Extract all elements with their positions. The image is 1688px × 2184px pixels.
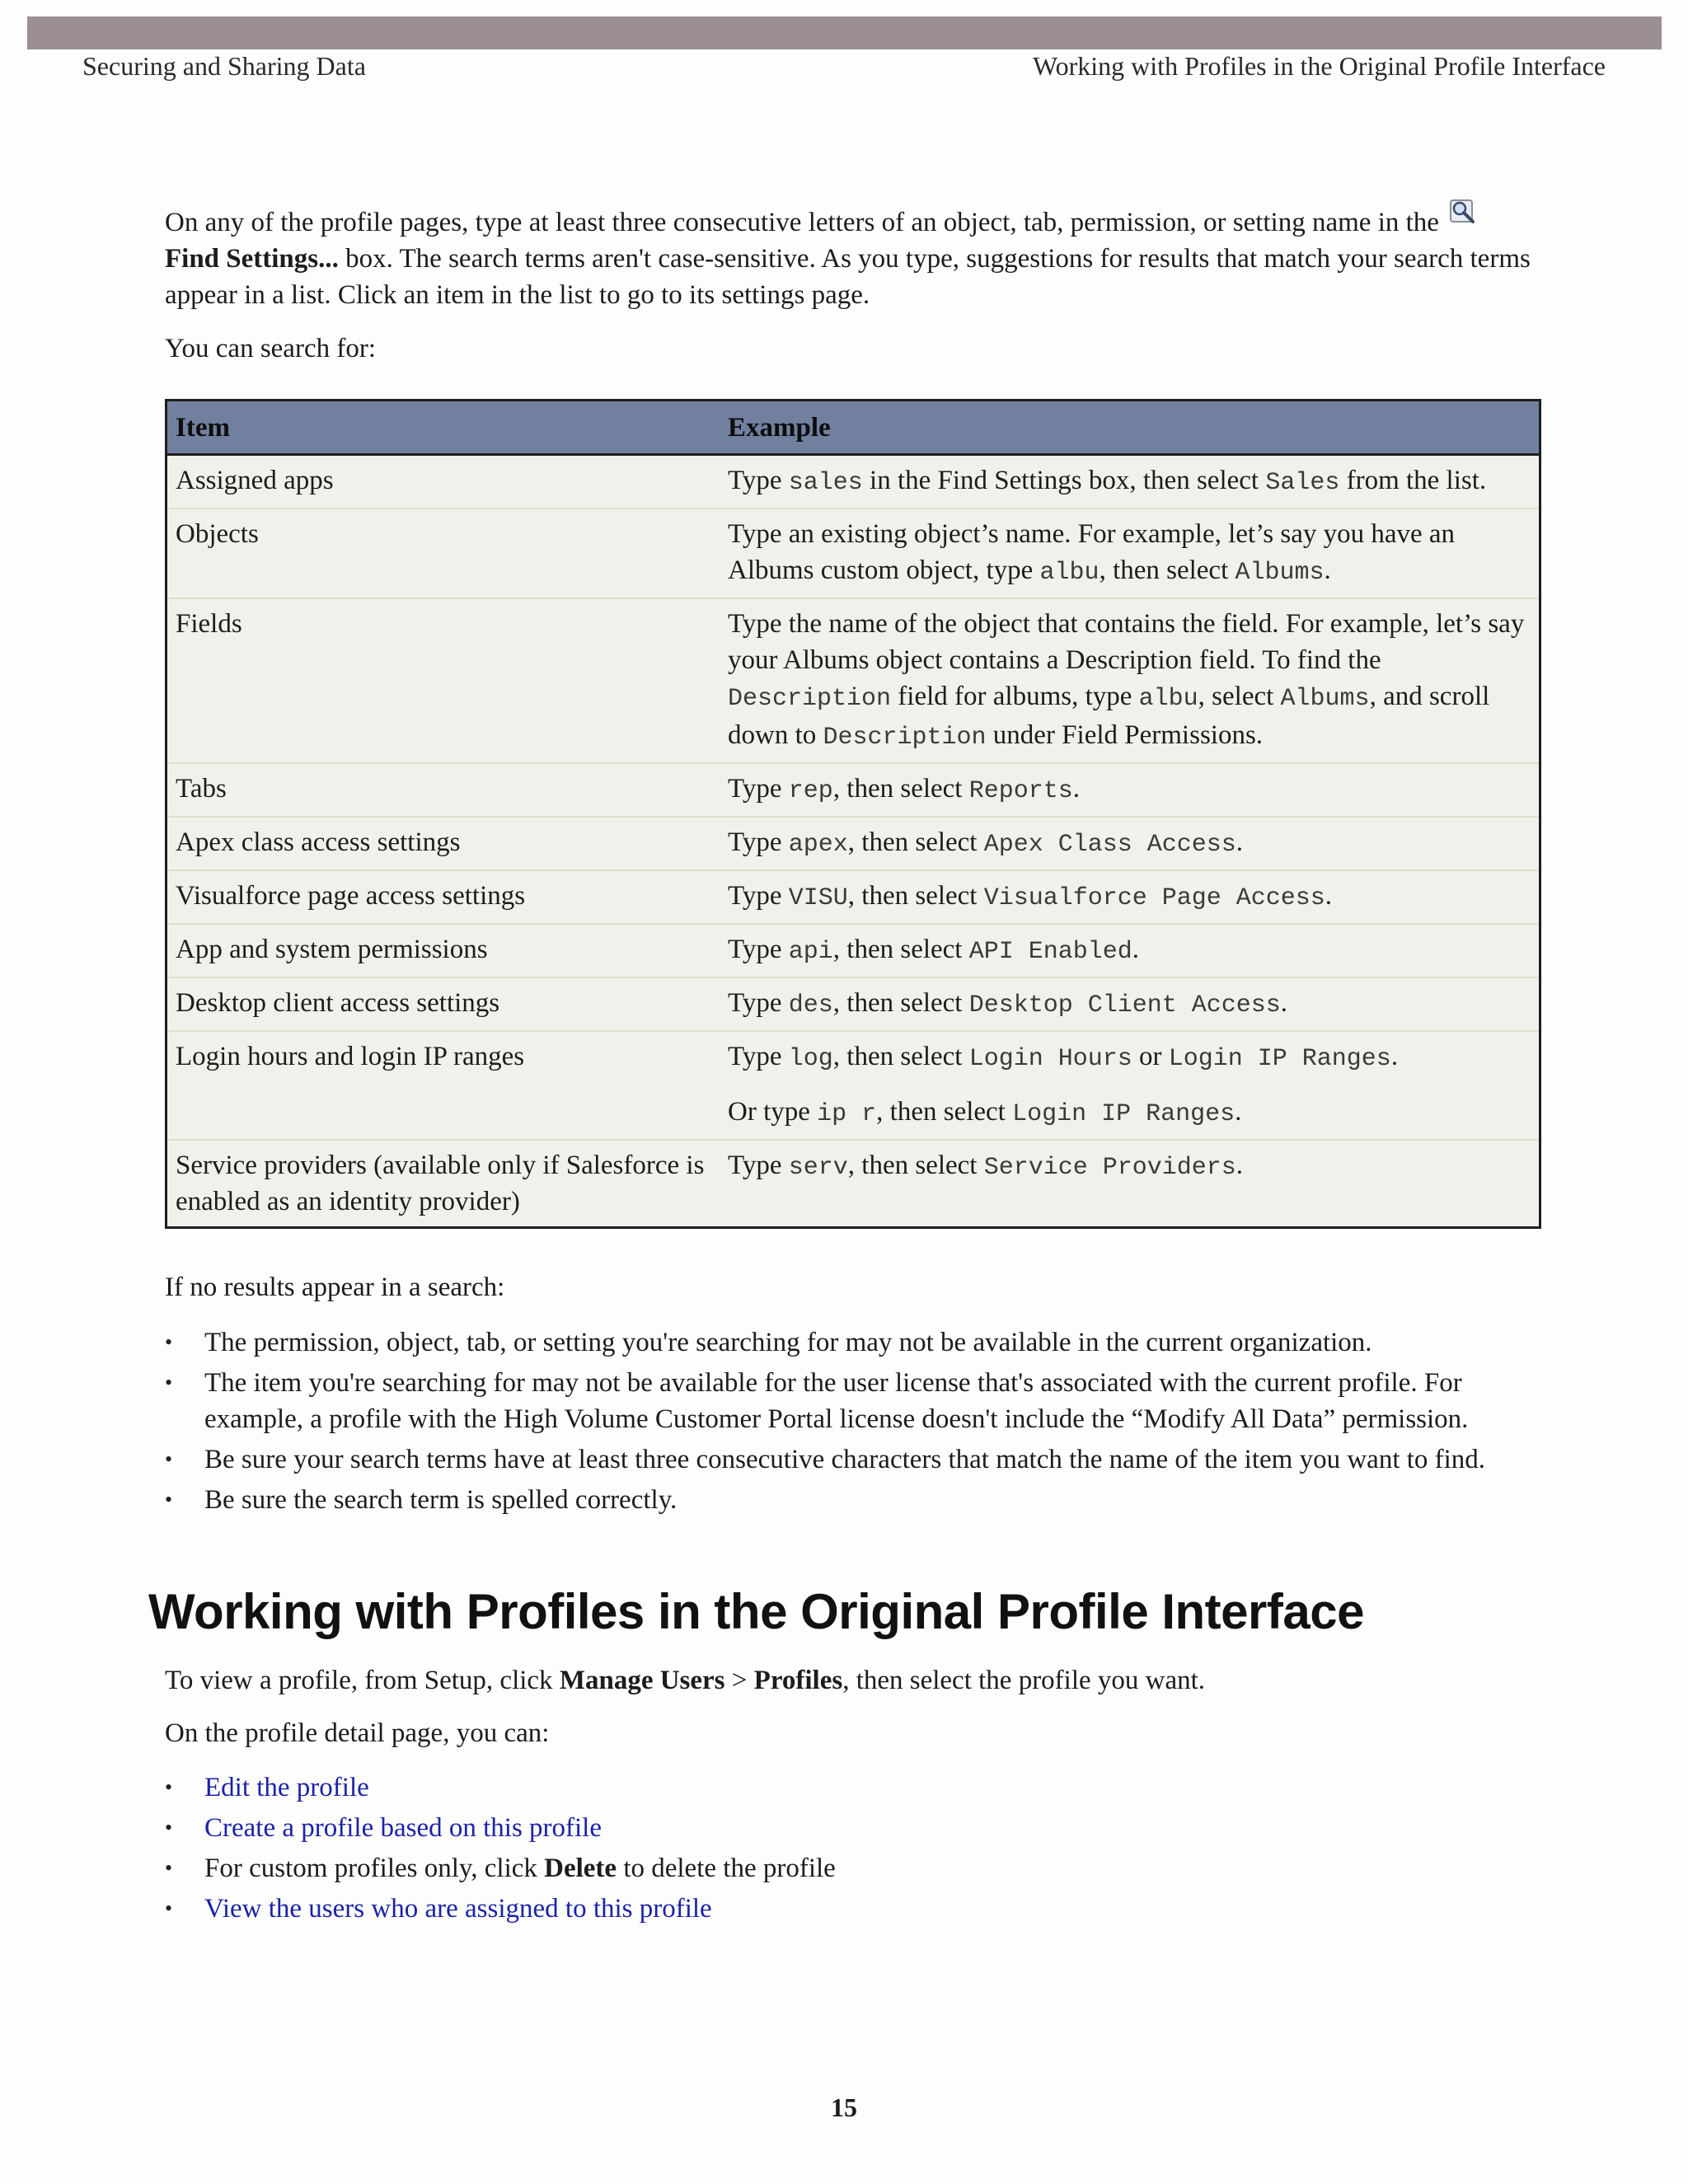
view-text-cont: , then select the profile you want.	[842, 1666, 1206, 1695]
code-term: Reports	[968, 777, 1073, 805]
profiles-label: Profiles	[753, 1666, 843, 1695]
table-row	[166, 817, 1540, 870]
detail-intro: On the profile detail page, you can:	[165, 1718, 550, 1748]
item-cell: Fields	[166, 598, 720, 763]
example-line	[728, 516, 1531, 591]
example-line	[728, 1038, 1531, 1077]
table-row	[166, 1140, 1540, 1228]
list-item	[165, 1850, 1541, 1886]
column-header-example: Example	[720, 401, 1540, 455]
example-text: , then select	[832, 774, 969, 804]
search-items-table	[165, 399, 1541, 1229]
example-text: Type	[728, 988, 789, 1018]
example-cell	[720, 1031, 1540, 1140]
list-item: • Be sure the search term is spelled correctly.	[165, 1482, 1541, 1518]
example-text: .	[1325, 881, 1333, 911]
item-cell: Desktop client access settings	[166, 977, 720, 1031]
delete-text: For custom profiles only, click	[204, 1854, 545, 1883]
code-term: api	[788, 938, 833, 966]
code-term: Login IP Ranges	[1012, 1100, 1236, 1128]
find-settings-icon	[1449, 206, 1477, 232]
code-term: Visualforce Page Access	[983, 884, 1325, 912]
example-text: Type the name of the object that contains the field. For example, let’s say your Albums object contains a Description field. To find the	[728, 609, 1525, 675]
table-row	[166, 1031, 1540, 1140]
example-text: Type	[728, 881, 789, 911]
example-cell	[720, 1140, 1540, 1228]
example-text: .	[1324, 555, 1331, 585]
item-cell: Objects	[166, 509, 720, 598]
code-term: serv	[788, 1154, 848, 1182]
example-text: Type	[728, 935, 789, 964]
view-profile-paragraph	[165, 1662, 1541, 1699]
code-term: des	[788, 991, 833, 1019]
example-line	[728, 462, 1531, 501]
code-term: API Enabled	[968, 938, 1132, 966]
item-cell: Login hours and login IP ranges	[166, 1031, 720, 1140]
example-line	[728, 824, 1531, 863]
table-row	[166, 924, 1540, 977]
can-search-text: You can search for:	[165, 334, 376, 363]
intro-text: On any of the profile pages, type at least three consecutive letters of an object, tab, permission, or setting name in the	[165, 208, 1439, 237]
example-text: .	[1132, 935, 1140, 964]
example-text: Type	[728, 827, 789, 857]
section-heading: Working with Profiles in the Original Profile Interface	[148, 1584, 1364, 1639]
example-line	[728, 1094, 1531, 1132]
example-text: Type	[728, 1151, 789, 1180]
view-text: To view a profile, from Setup, click	[165, 1666, 560, 1695]
code-term: Desktop Client Access	[968, 991, 1281, 1019]
code-term: ip r	[817, 1100, 877, 1128]
intro-paragraph	[165, 204, 1541, 313]
example-text: .	[1280, 988, 1288, 1018]
column-header-item: Item	[166, 401, 720, 455]
table-row	[166, 598, 1540, 763]
code-term: VISU	[788, 884, 848, 912]
find-settings-label: Find Settings...	[165, 244, 339, 274]
code-term: albu	[1039, 559, 1100, 587]
delete-text-cont: to delete the profile	[617, 1854, 836, 1883]
example-line	[728, 606, 1531, 756]
table-header-row	[166, 401, 1540, 455]
example-text: , then select	[876, 1097, 1013, 1127]
intro-text-cont: box. The search terms aren't case-sensitive. As you type, suggestions for results that match your search terms appear in a list. Click an item in the list to go to its settings page.	[165, 244, 1531, 310]
example-text: , then select	[847, 827, 984, 857]
example-cell	[720, 509, 1540, 598]
code-term: Service Providers	[983, 1154, 1236, 1182]
example-cell	[720, 763, 1540, 817]
example-text: from the list.	[1339, 466, 1487, 495]
example-line	[728, 931, 1531, 970]
example-text: , and scroll down to	[728, 682, 1490, 750]
list-item: • The permission, object, tab, or setting you're searching for may not be available in the current organization.	[165, 1324, 1541, 1361]
example-text: .	[1390, 1042, 1399, 1071]
example-text: Or type	[728, 1097, 818, 1127]
code-term: Login IP Ranges	[1168, 1045, 1391, 1073]
table-row	[166, 455, 1540, 509]
table-row	[166, 870, 1540, 924]
example-text: field for albums, type	[891, 682, 1139, 711]
example-text: Type	[728, 1042, 789, 1071]
example-text: , then select	[847, 1151, 984, 1180]
view-users-link[interactable]: View the users who are assigned to this profile	[204, 1894, 712, 1924]
example-text: , select	[1198, 682, 1281, 711]
delete-label: Delete	[544, 1854, 617, 1883]
list-item	[165, 1891, 1541, 1927]
item-cell: App and system permissions	[166, 924, 720, 977]
example-text: , then select	[832, 988, 969, 1018]
example-line	[728, 771, 1531, 809]
example-text: Type	[728, 774, 789, 804]
code-term: Description	[728, 685, 892, 713]
code-term: log	[788, 1045, 833, 1073]
table-row	[166, 509, 1540, 598]
example-cell	[720, 870, 1540, 924]
code-term: Apex Class Access	[983, 831, 1236, 859]
item-cell: Assigned apps	[166, 455, 720, 509]
code-term: Sales	[1265, 469, 1340, 497]
example-text: .	[1236, 827, 1244, 857]
example-cell	[720, 455, 1540, 509]
item-cell: Service providers (available only if Salesforce is enabled as an identity provider)	[166, 1140, 720, 1228]
list-item: • Be sure your search terms have at least three consecutive characters that match the name of the item you want to find.	[165, 1441, 1541, 1478]
search-table-container	[165, 399, 1541, 1229]
running-head-right: Working with Profiles in the Original Profile Interface	[1032, 51, 1606, 81]
code-term: rep	[788, 777, 833, 805]
example-text: .	[1235, 1097, 1242, 1127]
item-cell: Visualforce page access settings	[166, 870, 720, 924]
code-term: Albums	[1235, 559, 1325, 587]
edit-profile-link[interactable]: Edit the profile	[204, 1773, 369, 1802]
code-term: albu	[1138, 685, 1198, 713]
code-term: Albums	[1280, 685, 1370, 713]
example-cell	[720, 977, 1540, 1031]
example-text: or	[1132, 1042, 1169, 1071]
list-item	[165, 1769, 1541, 1806]
example-text: , then select	[847, 881, 984, 911]
example-text: under Field Permissions.	[986, 720, 1264, 750]
example-line	[728, 878, 1531, 916]
example-text: .	[1072, 774, 1080, 804]
code-term: sales	[788, 469, 863, 497]
example-cell	[720, 817, 1540, 870]
example-text: , then select	[1099, 555, 1236, 585]
code-term: Description	[823, 724, 987, 752]
code-term: Login Hours	[968, 1045, 1132, 1073]
example-cell	[720, 924, 1540, 977]
example-line	[728, 1147, 1531, 1186]
create-profile-link[interactable]: Create a profile based on this profile	[204, 1813, 602, 1843]
list-item	[165, 1810, 1541, 1846]
item-cell: Tabs	[166, 763, 720, 817]
example-text: , then select	[832, 1042, 969, 1071]
page-number: 15	[831, 2093, 857, 2122]
example-text: , then select	[832, 935, 969, 964]
example-text: Type an existing object’s name. For example, let’s say you have an Albums custom object, type	[728, 519, 1456, 585]
example-line	[728, 985, 1531, 1024]
table-row	[166, 763, 1540, 817]
example-cell	[720, 598, 1540, 763]
example-text: Type	[728, 466, 789, 495]
no-results-list	[165, 1324, 1541, 1518]
example-text: .	[1236, 1151, 1244, 1180]
running-head-left: Securing and Sharing Data	[82, 51, 366, 81]
list-item: • The item you're searching for may not be available for the user license that's associated with the current profile. For example, a profile with the High Volume Customer Portal license doesn't include the “Modify All Data” permission.	[165, 1365, 1541, 1437]
example-text: in the Find Settings box, then select	[862, 466, 1266, 495]
no-results-intro: If no results appear in a search:	[165, 1272, 505, 1302]
top-bar	[27, 16, 1662, 49]
profile-actions-list	[165, 1769, 1541, 1927]
code-term: apex	[788, 831, 848, 859]
manage-users-label: Manage Users	[559, 1666, 725, 1695]
table-row	[166, 977, 1540, 1031]
item-cell: Apex class access settings	[166, 817, 720, 870]
breadcrumb-separator: >	[724, 1666, 754, 1695]
intro-paragraph-block	[165, 204, 1541, 313]
